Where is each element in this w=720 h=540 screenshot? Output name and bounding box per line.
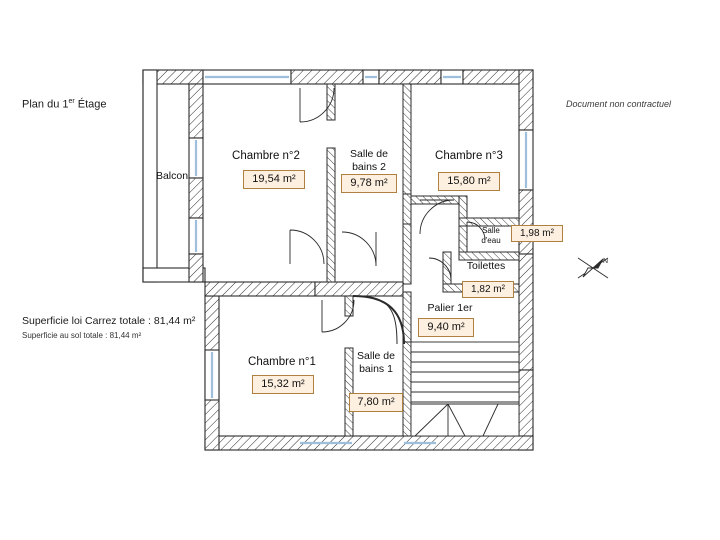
area-chambre-3: 15,80 m² bbox=[438, 172, 500, 191]
room-label-line2: bains 1 bbox=[359, 363, 393, 375]
carrez-total-label: Superficie loi Carrez totale : 81,44 m² bbox=[22, 315, 196, 327]
area-salle-eau: 1,98 m² bbox=[511, 225, 563, 242]
page-title: Plan du 1er Étage bbox=[22, 98, 107, 111]
area-chambre-2: 19,54 m² bbox=[243, 170, 305, 189]
document-disclaimer: Document non contractuel bbox=[566, 99, 672, 109]
room-label-chambre-3: Chambre n°3 bbox=[435, 150, 503, 162]
room-label-palier: Palier 1er bbox=[427, 302, 473, 314]
room-label-line2: d'eau bbox=[481, 235, 501, 245]
curved-wall bbox=[353, 296, 404, 344]
room-label-line1: Salle de bbox=[357, 350, 395, 362]
room-label-salle-eau bbox=[469, 226, 513, 245]
room-label-line1: Salle de bbox=[350, 148, 388, 160]
room-label-line2: bains 2 bbox=[352, 161, 386, 173]
area-palier: 9,40 m² bbox=[418, 318, 474, 337]
room-label-line1: Salle bbox=[482, 226, 500, 235]
area-salle-bains-2: 9,78 m² bbox=[341, 174, 397, 193]
room-label-salle-bains-2 bbox=[336, 148, 402, 174]
staircase bbox=[411, 342, 519, 436]
area-salle-bains-1: 7,80 m² bbox=[349, 393, 403, 412]
area-chambre-1: 15,32 m² bbox=[252, 375, 314, 394]
room-label-chambre-1: Chambre n°1 bbox=[248, 356, 316, 368]
room-label-chambre-2: Chambre n°2 bbox=[232, 150, 300, 162]
floor-total-label: Superficie au sol totale : 81,44 m² bbox=[22, 331, 142, 340]
area-toilettes: 1,82 m² bbox=[462, 281, 514, 298]
compass-north-label: N bbox=[603, 258, 609, 265]
room-label-balcon: Balcon bbox=[155, 170, 189, 182]
room-label-salle-bains-1 bbox=[348, 350, 404, 376]
room-label-toilettes: Toilettes bbox=[466, 260, 506, 272]
